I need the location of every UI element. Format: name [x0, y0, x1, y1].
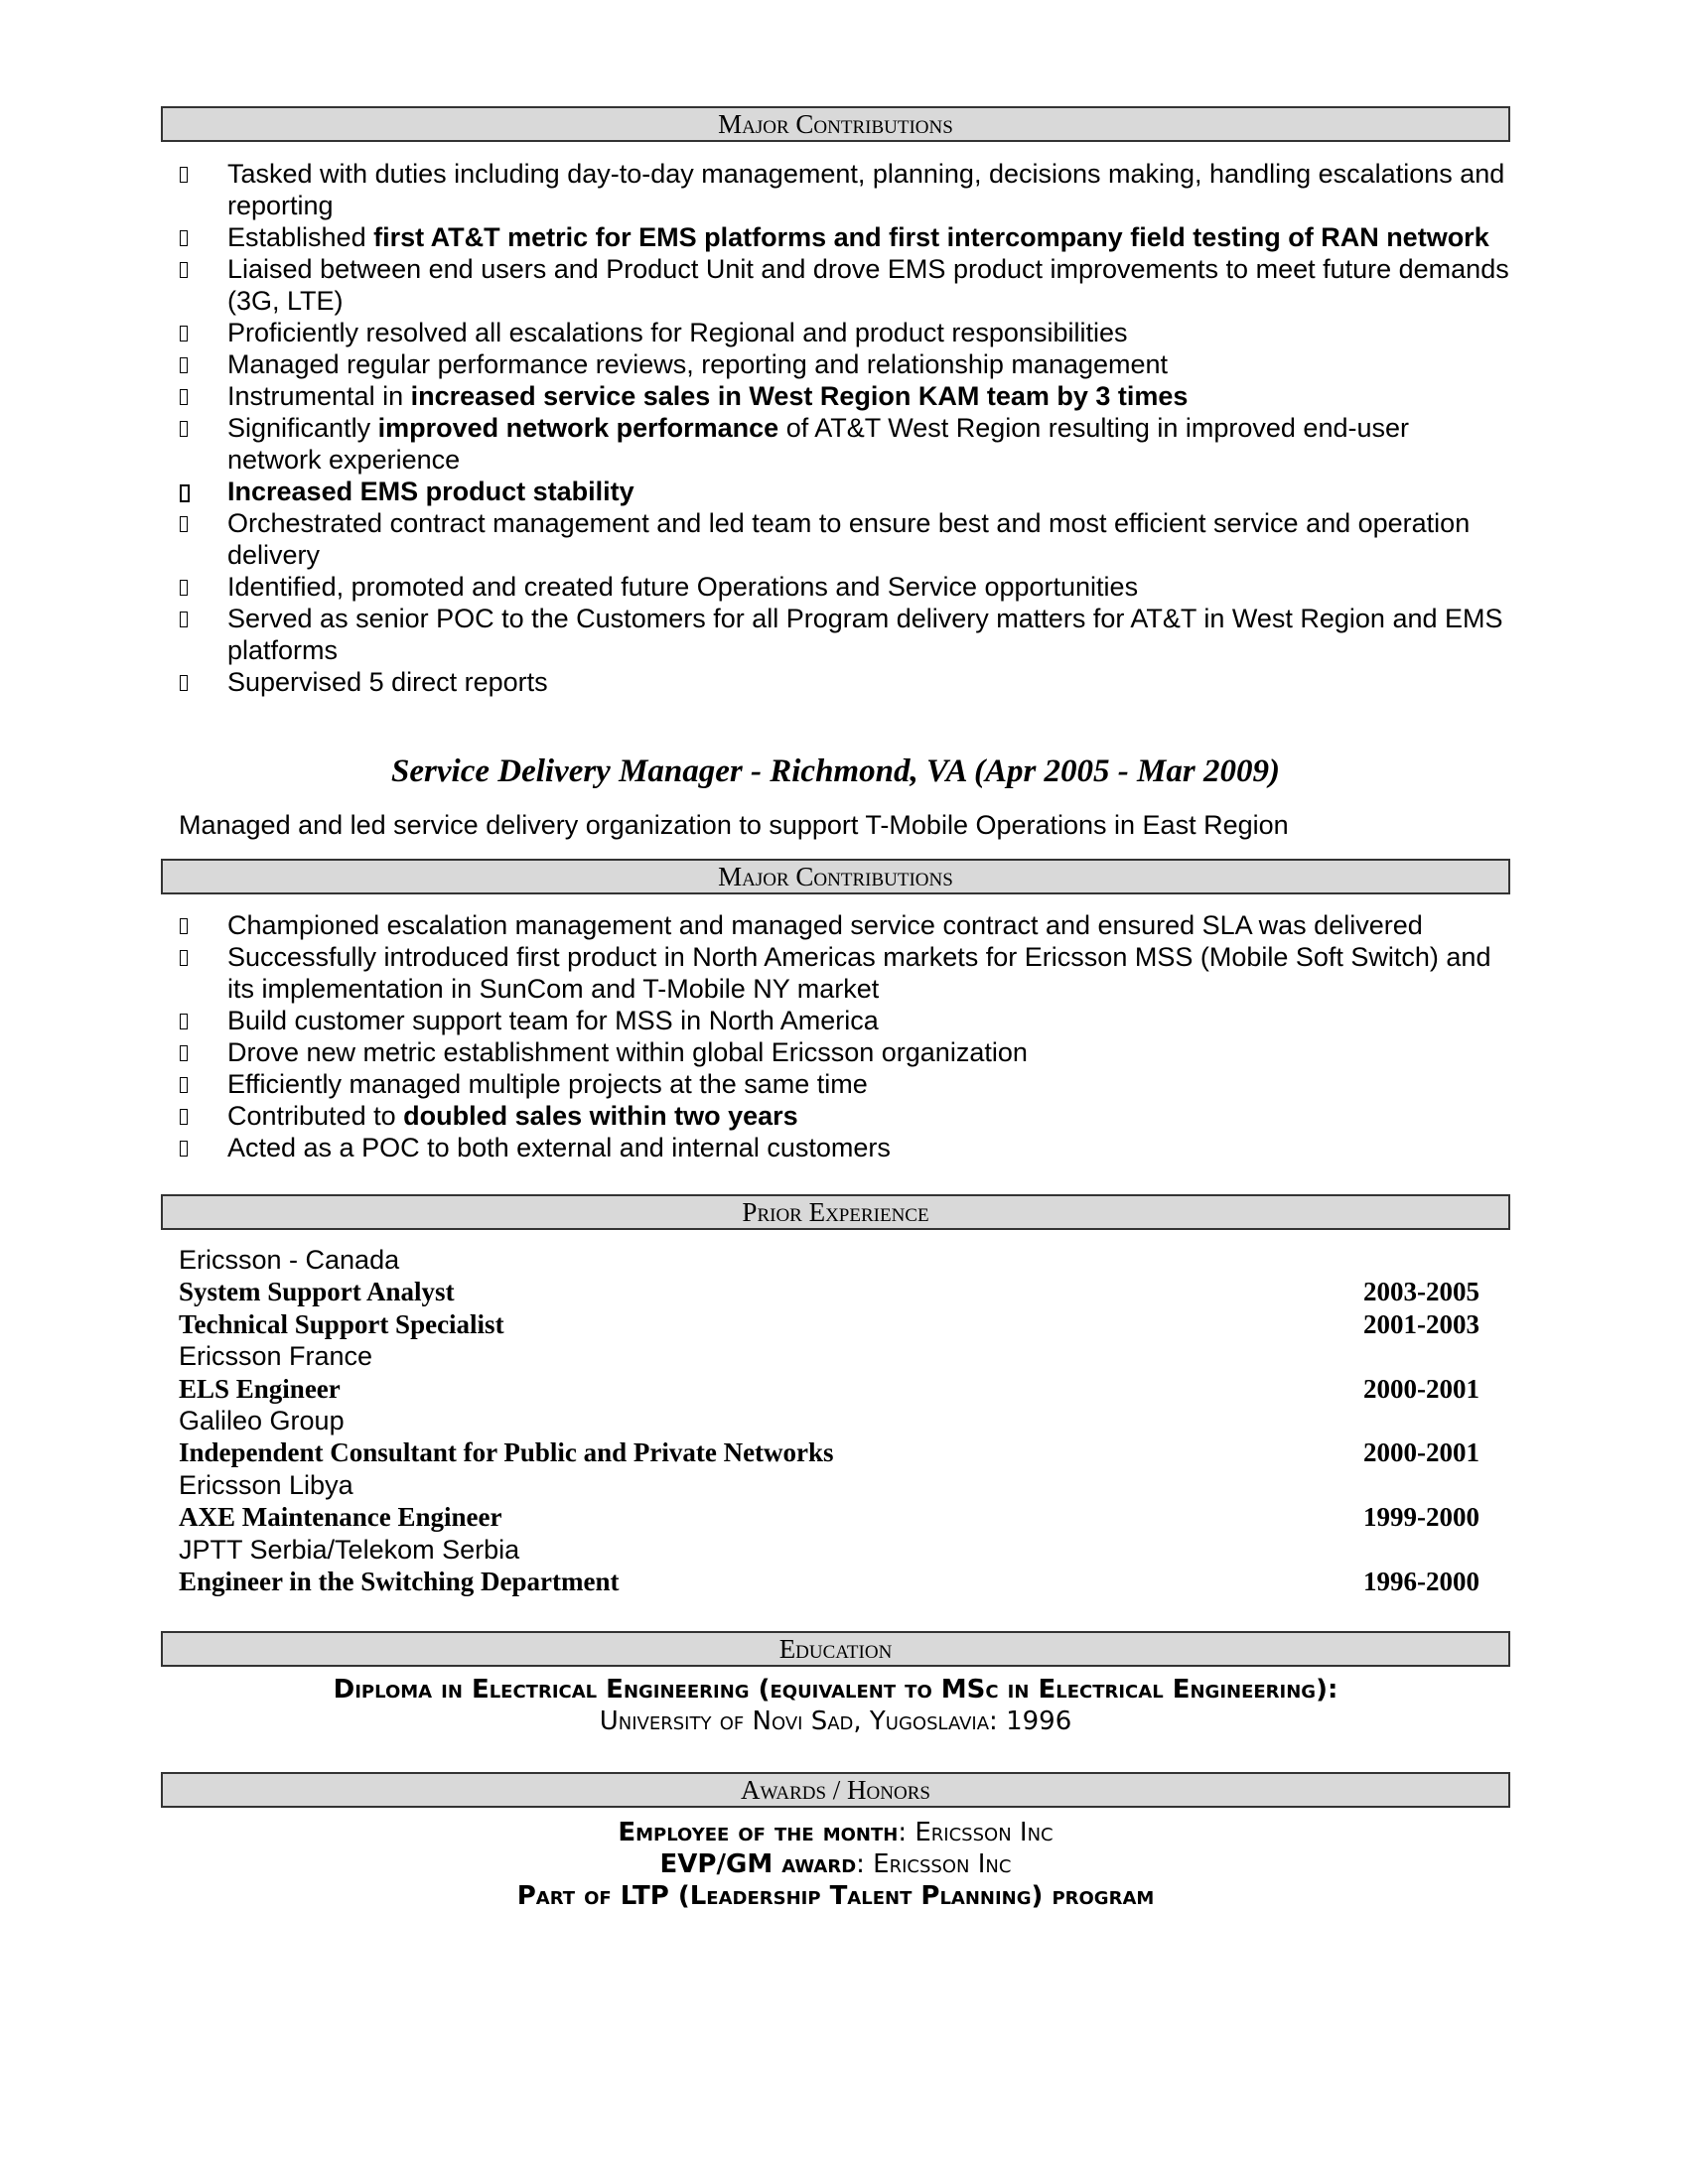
role-title: Technical Support Specialist	[179, 1308, 504, 1339]
education-block	[161, 1674, 1510, 1737]
bullet-icon	[180, 357, 188, 373]
bullet-text-pre: Identified, promoted and created future Operations and Service opportunities	[227, 572, 1139, 602]
bullet-text-pre: Managed regular performance reviews, reporting and relationship management	[227, 349, 1169, 379]
bullet-text-pre: Supervised 5 direct reports	[227, 667, 548, 697]
bullet-text-pre: Tasked with duties including day-to-day management, planning, decisions making, handling escalations and reporting	[227, 159, 1505, 220]
role-dates: 2000-2001	[1363, 1437, 1479, 1468]
bullet-item	[161, 507, 1510, 571]
contributions-list	[161, 158, 1510, 698]
company-row	[179, 1244, 1479, 1276]
bullet-icon	[180, 516, 188, 532]
awards-list	[161, 1817, 1510, 1912]
bullet-item	[161, 1068, 1510, 1100]
bullet-icon	[180, 612, 188, 627]
company-name: Ericsson France	[179, 1341, 373, 1372]
role-title: ELS Engineer	[179, 1373, 341, 1404]
job-summary: Managed and led service delivery organization to support T-Mobile Operations in East Region	[179, 810, 1289, 840]
role-row	[179, 1308, 1479, 1340]
award-item	[161, 1817, 1510, 1848]
company-row	[179, 1469, 1479, 1501]
bullet-icon	[180, 167, 188, 183]
company-row	[179, 1534, 1479, 1566]
bullet-text-pre: Orchestrated contract management and led team to ensure best and most efficient service and operation delivery	[227, 508, 1471, 570]
company-name: Ericsson Libya	[179, 1469, 353, 1500]
role-title: Independent Consultant for Public and Private Networks	[179, 1437, 834, 1468]
section-header-major-contributions-2: Major Contributions	[161, 859, 1510, 894]
role-dates: 2001-2003	[1363, 1308, 1479, 1339]
bullet-item	[161, 571, 1510, 603]
role-title: AXE Maintenance Engineer	[179, 1502, 502, 1533]
bullet-text-pre: Build customer support team for MSS in North America	[227, 1006, 879, 1035]
company-row	[179, 1340, 1479, 1372]
bullet-icon	[180, 326, 188, 341]
section-header-education: Education	[161, 1631, 1510, 1667]
award-org: : Ericsson Inc	[898, 1818, 1054, 1847]
award-item	[161, 1848, 1510, 1880]
bullet-item	[161, 1036, 1510, 1068]
company-row	[179, 1405, 1479, 1436]
bullet-icon	[180, 950, 188, 966]
bullet-text-pre: Liaised between end users and Product Unit and drove EMS product improvements to meet future demands (3G, LTE)	[227, 254, 1509, 316]
bullet-icon	[180, 1045, 188, 1061]
prior-experience-list	[179, 1244, 1479, 1597]
bullet-icon	[180, 389, 188, 405]
bullet-text-pre: Instrumental in	[227, 381, 411, 411]
bullet-icon	[180, 230, 188, 246]
bullet-text-bold: improved network performance	[377, 413, 779, 443]
company-name: Galileo Group	[179, 1406, 345, 1436]
role-title: System Support Analyst	[179, 1277, 455, 1307]
bullet-item	[161, 603, 1510, 666]
bullet-item	[161, 348, 1510, 380]
bullet-icon	[180, 918, 188, 934]
bullet-item	[161, 221, 1510, 253]
bullet-item	[161, 380, 1510, 412]
bullet-item	[161, 941, 1510, 1005]
bullet-icon	[180, 1109, 188, 1125]
company-name: Ericsson - Canada	[179, 1245, 400, 1275]
job-title: Service Delivery Manager - Richmond, VA (Apr 2005 - Mar 2009)	[391, 753, 1280, 789]
section-header-major-contributions: Major Contributions	[161, 106, 1510, 142]
bullet-text-pre: Drove new metric establishment within global Ericsson organization	[227, 1037, 1028, 1067]
bullet-item	[161, 1100, 1510, 1132]
bullet-text-pre: Served as senior POC to the Customers for all Program delivery matters for AT&T in West Region and EMS platforms	[227, 604, 1503, 665]
bullet-icon	[180, 484, 190, 502]
award-item	[161, 1880, 1510, 1912]
bullet-text-post: of AT&T West Region resulting in improved end-user network experience	[227, 413, 1409, 475]
bullet-text-pre: Championed escalation management and managed service contract and ensured SLA was delivered	[227, 910, 1423, 940]
role-dates: 2000-2001	[1363, 1373, 1479, 1404]
contributions-list-2	[161, 909, 1510, 1163]
role-dates: 1999-2000	[1363, 1502, 1479, 1533]
bullet-text-bold: doubled sales within two years	[403, 1101, 798, 1131]
bullet-item	[161, 909, 1510, 941]
bullet-icon	[180, 421, 188, 437]
bullet-text-pre: Significantly	[227, 413, 378, 443]
role-title: Engineer in the Switching Department	[179, 1567, 620, 1597]
bullet-text-pre: Contributed to	[227, 1101, 404, 1131]
degree: Diploma in Electrical Engineering (equivalent to MSc in Electrical Engineering):	[333, 1675, 1338, 1705]
bullet-item	[161, 1132, 1510, 1163]
company-name: JPTT Serbia/Telekom Serbia	[179, 1534, 520, 1565]
bullet-item	[161, 1005, 1510, 1036]
award-name: Employee of the month	[618, 1818, 899, 1847]
role-row	[179, 1373, 1479, 1405]
award-org: : Ericsson Inc	[856, 1849, 1012, 1879]
bullet-text-pre: Efficiently managed multiple projects at the same time	[227, 1069, 868, 1099]
role-dates: 1996-2000	[1363, 1567, 1479, 1597]
role-row	[179, 1501, 1479, 1533]
bullet-text-bold: first AT&T metric for EMS platforms and first intercompany field testing of RAN network	[373, 222, 1489, 252]
bullet-item	[161, 666, 1510, 698]
bullet-item	[161, 317, 1510, 348]
bullet-icon	[180, 1014, 188, 1029]
bullet-icon	[180, 262, 188, 278]
school: University of Novi Sad, Yugoslavia: 1996	[599, 1706, 1072, 1736]
role-row	[179, 1566, 1479, 1597]
bullet-text-pre: Acted as a POC to both external and internal customers	[227, 1133, 891, 1162]
role-dates: 2003-2005	[1363, 1277, 1479, 1307]
bullet-item	[161, 158, 1510, 221]
bullet-item	[161, 476, 1510, 507]
bullet-icon	[180, 580, 188, 596]
award-name: EVP/GM award	[659, 1849, 857, 1879]
section-header-awards: Awards / Honors	[161, 1772, 1510, 1808]
role-row	[179, 1276, 1479, 1307]
role-row	[179, 1436, 1479, 1468]
bullet-icon	[180, 1141, 188, 1157]
bullet-item	[161, 253, 1510, 317]
bullet-icon	[180, 675, 188, 691]
bullet-item	[161, 412, 1510, 476]
bullet-text-bold: Increased EMS product stability	[227, 477, 634, 506]
bullet-text-pre: Established	[227, 222, 374, 252]
bullet-icon	[180, 1077, 188, 1093]
section-header-prior-experience: Prior Experience	[161, 1194, 1510, 1230]
bullet-text-bold: increased service sales in West Region KAM team by 3 times	[410, 381, 1189, 411]
bullet-text-pre: Successfully introduced first product in North Americas markets for Ericsson MSS (Mobile Soft Switch) and its implementation in SunCom and T-Mobile NY market	[227, 942, 1491, 1004]
award-name: Part of LTP (Leadership Talent Planning) program	[516, 1881, 1155, 1911]
bullet-text-pre: Proficiently resolved all escalations for Regional and product responsibilities	[227, 318, 1128, 347]
